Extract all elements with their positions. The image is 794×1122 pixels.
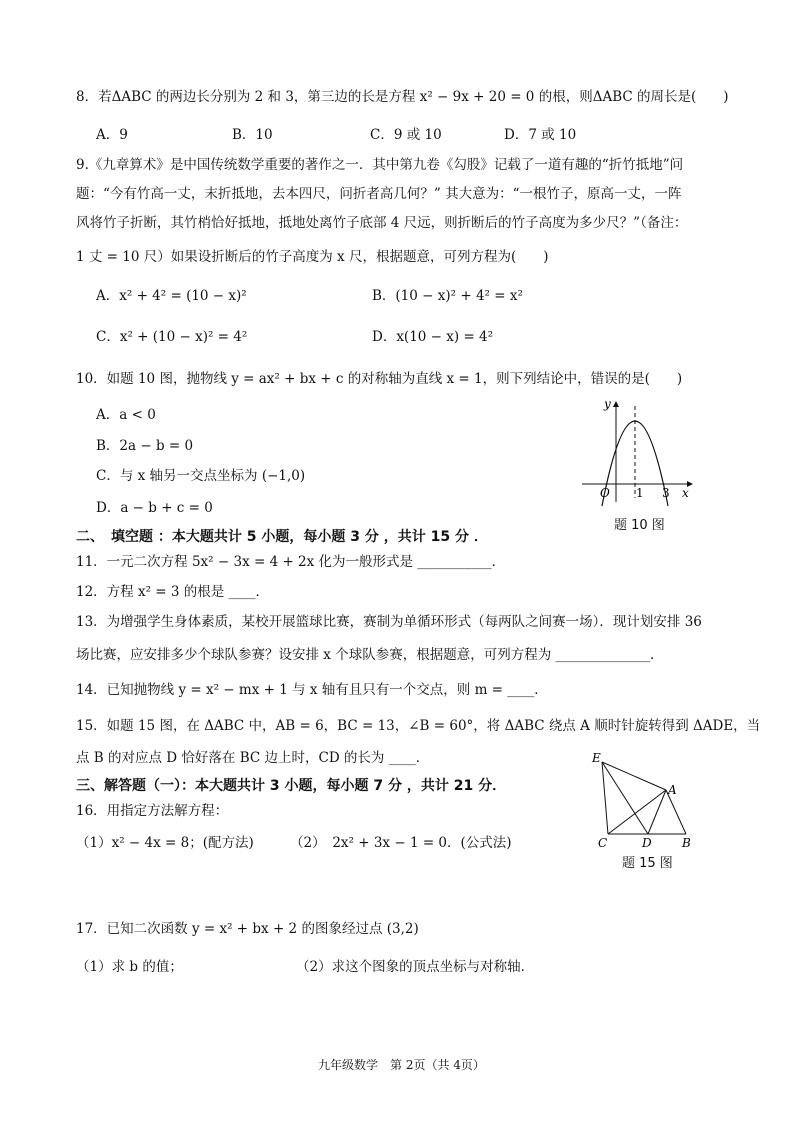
q8-option-a: A．9: [96, 127, 128, 143]
q10-option-d: D．a − b + c = 0: [96, 500, 213, 516]
q14: 14．已知抛物线 y = x² − mx + 1 与 x 轴有且只有一个交点，则 m = ____．: [76, 682, 548, 698]
q9-line-4: 1 丈 = 10 尺）如果设折断后的竹子高度为 x 尺，根据题意，可列方程为( ): [76, 249, 549, 265]
label-b: B: [682, 836, 691, 850]
q8-stem: 8．若ΔABC 的两边长分别为 2 和 3，第三边的长是方程 x² − 9x + 20 = 0 的根，则ΔABC 的周长是( ): [76, 89, 729, 105]
segment-ed: [602, 762, 648, 834]
y-label: y: [604, 397, 611, 411]
q13-line-2: 场比赛，应安排多少个球队参赛？设安排 x 个球队参赛，根据题意，可列方程为 ______________．: [76, 647, 664, 663]
q16-stem: 16．用指定方法解方程：: [76, 803, 229, 819]
segment-ec: [602, 762, 608, 834]
section-2-heading: 二、 填空题 ：本大题共计 5 小题，每小题 3 分 ，共计 15 分 ．: [76, 529, 488, 545]
q9-line-2: 题：“今有竹高一丈，末折抵地，去本四尺，问折者高几何？” 其大意为：“一根竹子，原高一丈，一阵: [76, 186, 682, 202]
figure-15-caption: 题 15 图: [622, 856, 673, 871]
q17-part-2: （2）求这个图象的顶点坐标与对称轴．: [296, 959, 535, 975]
q9-line-1: 9.《九章算术》是中国传统数学重要的著作之一．其中第九卷《勾股》记载了一道有趣的“折竹抵地”问: [76, 157, 684, 173]
q15-line-1: 15．如题 15 图，在 ΔABC 中，AB = 6，BC = 13，∠B = 60°，将 ΔABC 绕点 A 顺时针旋转得到 ΔADE，当: [76, 718, 761, 734]
q9-line-3: 风将竹子折断，其竹梢恰好抵地，抵地处离竹子底部 4 尺远，则折断后的竹子高度为多少尺？”（备注：: [76, 215, 688, 231]
q16-part-2: （2） 2x² + 3x − 1 = 0．(公式法): [290, 835, 512, 851]
tick-1-label: 1: [636, 486, 644, 500]
section-3-heading: 三、解答题（一）：本大题共计 3 小题，每小题 7 分 ，共计 21 分．: [76, 778, 507, 794]
q9-option-d: D．x(10 − x) = 4²: [372, 329, 494, 345]
q13-line-1: 13．为增强学生身体素质，某校开展篮球比赛，赛制为单循环形式（每两队之间赛一场）．现计划安排 36: [76, 614, 702, 630]
q10-option-a: A．a < 0: [96, 407, 156, 423]
q9-option-a: A．x² + 4² = (10 − x)²: [96, 288, 247, 304]
segment-ea: [602, 762, 666, 790]
q10-stem: 10．如题 10 图，抛物线 y = ax² + bx + c 的对称轴为直线 x = 1，则下列结论中，错误的是( ): [76, 371, 683, 387]
q10-option-c: C．与 x 轴另一交点坐标为 (−1,0): [96, 468, 306, 484]
origin-label: O: [600, 486, 610, 500]
q9-option-c: C．x² + (10 − x)² = 4²: [96, 329, 248, 345]
q12: 12．方程 x² = 3 的根是 ____．: [76, 584, 270, 600]
q15-line-2: 点 B 的对应点 D 恰好落在 BC 边上时，CD 的长为 ____．: [76, 750, 430, 766]
q11: 11．一元二次方程 5x² − 3x = 4 + 2x 化为一般形式是 ___________．: [76, 554, 506, 570]
q8-option-d: D．7 或 10: [504, 127, 577, 143]
label-e: E: [592, 751, 601, 765]
label-a: A: [668, 783, 677, 797]
label-d: D: [642, 836, 652, 850]
page-footer: 九年级数学 第 2页（共 4页）: [318, 1058, 485, 1072]
figure-10-parabola: [578, 396, 698, 506]
q9-option-b: B．(10 − x)² + 4² = x²: [372, 288, 523, 304]
q8-option-b: B．10: [232, 127, 273, 143]
x-label: x: [682, 486, 689, 500]
figure-15-triangle: [590, 750, 700, 850]
tick-3-label: 3: [662, 486, 670, 500]
q10-option-b: B．2a − b = 0: [96, 438, 194, 454]
q17-stem: 17．已知二次函数 y = x² + bx + 2 的图象经过点 (3,2): [76, 921, 419, 937]
q17-part-1: （1）求 b 的值；: [76, 959, 183, 975]
label-c: C: [598, 836, 608, 850]
q16-part-1: （1）x² − 4x = 8；(配方法): [76, 835, 254, 851]
figure-10-caption: 题 10 图: [614, 518, 665, 533]
q8-option-c: C．9 或 10: [370, 127, 442, 143]
